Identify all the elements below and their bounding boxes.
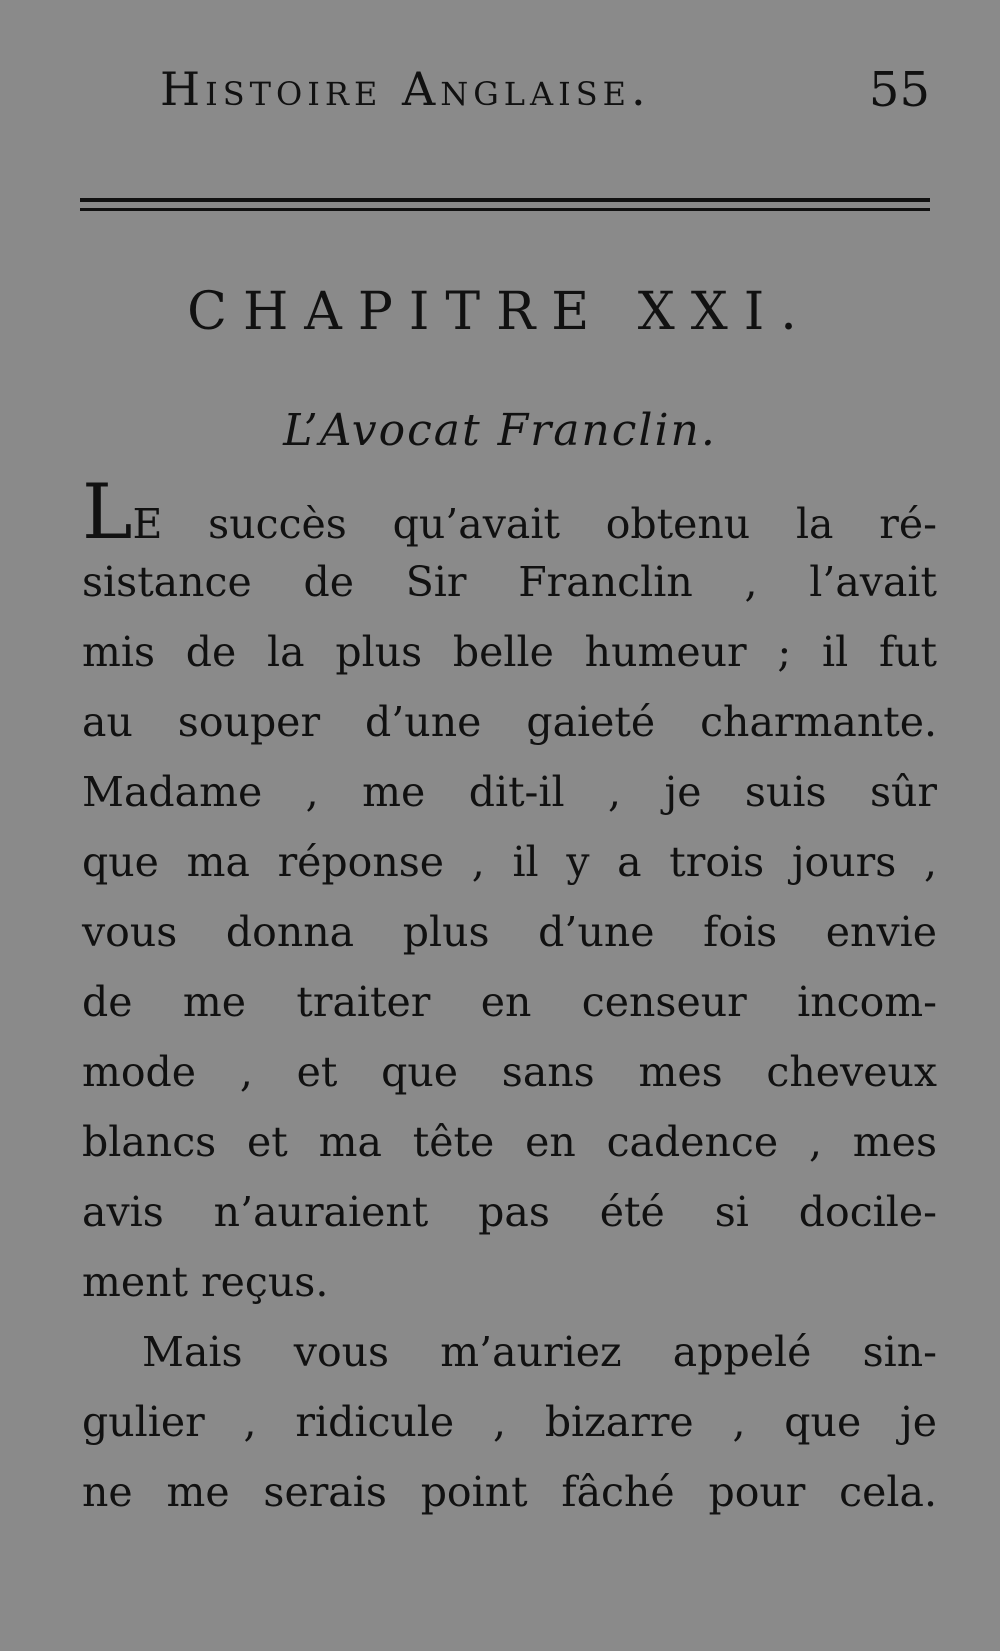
chapter-subtitle: L’Avocat Franclin. [283,405,717,456]
drop-cap: L [82,467,133,556]
text-line: vous donna plus d’une fois envie [82,908,937,956]
text-line: de me traiter en censeur incom- [82,978,937,1026]
header-rule-thin [80,208,930,211]
running-head [160,62,930,132]
text-line: au souper d’une gaieté charmante. [82,698,937,746]
text-line: gulier , ridicule , bizarre , que je [82,1398,937,1446]
text-line: ne me serais point fâché pour cela. [82,1468,937,1516]
text-line: avis n’auraient pas été si docile- [82,1188,937,1236]
text-line: Madame , me dit-il , je suis sûr [82,768,937,816]
text-line: blancs et ma tête en cadence , mes [82,1118,937,1166]
text-line [82,467,937,556]
text-line: mode , et que sans mes cheveux [82,1048,937,1096]
chapter-heading: CHAPITRE XXI. [187,282,813,342]
text-line: que ma réponse , il y a trois jours , [82,838,937,886]
text-line-content: E succès qu’avait obtenu la ré- [132,500,937,548]
text-line: Mais vous m’auriez appelé sin- [142,1328,937,1376]
running-title: Histoire Anglaise. [160,62,651,116]
text-line: sistance de Sir Franclin , l’avait [82,558,937,606]
text-line: ment reçus. [82,1258,329,1306]
header-rule-thick [80,198,930,202]
text-line: mis de la plus belle humeur ; il fut [82,628,937,676]
page-number: 55 [868,62,930,118]
